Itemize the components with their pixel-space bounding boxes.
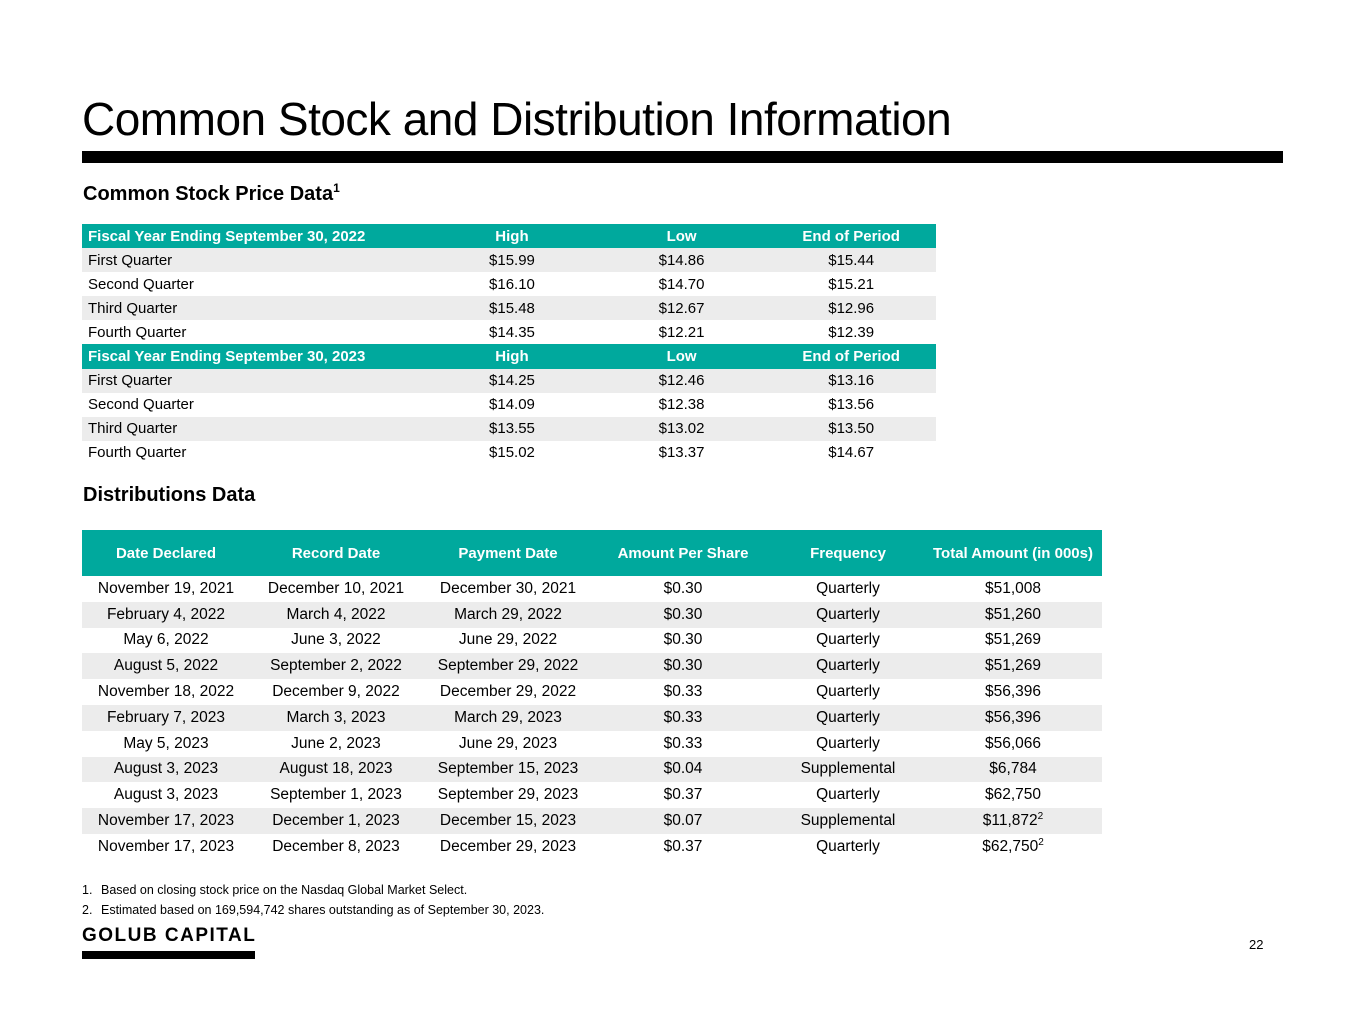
date-declared-cell: August 3, 2023	[113, 786, 219, 804]
price-row-high: $15.99	[427, 248, 597, 272]
price-group-header-label: Fiscal Year Ending September 30, 2022	[82, 224, 427, 248]
payment-date-cell: March 29, 2023	[422, 705, 594, 731]
price-row-high: $14.35	[489, 323, 535, 341]
footnote-text: Estimated based on 169,594,742 shares outstanding as of September 30, 2023.	[101, 903, 545, 917]
frequency-cell: Supplemental	[772, 757, 924, 783]
total-amount-footnote: 2	[1038, 836, 1044, 848]
total-amount-value: $6,784	[989, 760, 1037, 778]
record-date-cell: December 8, 2023	[272, 837, 400, 855]
amount-per-share-cell: $0.04	[594, 757, 772, 783]
distribution-row	[82, 757, 1102, 783]
amount-per-share-cell: $0.33	[594, 705, 772, 731]
price-row-low: $12.38	[658, 396, 705, 414]
date-declared-cell: November 18, 2022	[97, 683, 235, 701]
frequency-cell: Quarterly	[816, 786, 880, 804]
distribution-row	[82, 808, 1102, 834]
stock-price-heading-text: Common Stock Price Data	[83, 183, 334, 205]
total-amount-value: $56,396	[984, 683, 1042, 701]
price-row-high: $15.02	[489, 444, 535, 462]
distribution-row	[82, 602, 1102, 628]
column-header-date-declared: Date Declared	[82, 530, 250, 576]
payment-date-cell: June 29, 2022	[458, 631, 558, 649]
frequency-cell: Quarterly	[772, 602, 924, 628]
price-row	[82, 393, 936, 417]
total-amount-cell	[924, 653, 1102, 679]
payment-date-cell: September 29, 2023	[437, 786, 579, 804]
total-amount-value: $56,066	[984, 734, 1042, 752]
frequency-cell: Quarterly	[816, 631, 880, 649]
price-row	[82, 296, 936, 320]
price-row-low: $14.70	[658, 275, 705, 293]
record-date-cell: March 4, 2022	[250, 602, 422, 628]
price-group-header	[82, 344, 936, 368]
total-amount-value: $51,008	[984, 579, 1042, 597]
price-row-label: Third Quarter	[82, 417, 427, 441]
price-row	[82, 369, 936, 393]
payment-date-cell: September 15, 2023	[422, 757, 594, 783]
column-header-payment-date: Payment Date	[422, 530, 594, 576]
distributions-header-row	[82, 530, 1102, 576]
logo-underline	[82, 951, 255, 959]
column-header-low: Low	[597, 224, 767, 248]
total-amount-footnote: 2	[1037, 811, 1044, 823]
footnote	[82, 880, 544, 900]
payment-date-cell: December 15, 2023	[422, 808, 594, 834]
total-amount-value: $51,260	[984, 605, 1042, 623]
price-row	[82, 320, 936, 344]
price-row-high: $16.10	[489, 275, 535, 293]
record-date-cell: June 3, 2022	[291, 631, 381, 649]
total-amount-cell	[924, 705, 1102, 731]
stock-price-heading	[83, 181, 340, 207]
price-row-high: $14.25	[427, 369, 597, 393]
total-amount-value: $56,396	[984, 708, 1042, 726]
distribution-row	[82, 628, 1102, 654]
column-header-end-of-period: End of Period	[766, 344, 936, 368]
total-amount-value: $11,872	[982, 812, 1038, 830]
stock-price-heading-footnote: 1	[333, 181, 340, 195]
price-row-end: $13.56	[828, 396, 875, 414]
total-amount-value: $51,269	[984, 631, 1042, 649]
price-row-label: Fourth Quarter	[88, 323, 187, 341]
frequency-cell: Quarterly	[772, 653, 924, 679]
frequency-cell: Quarterly	[816, 579, 880, 597]
price-row	[82, 417, 936, 441]
distribution-row	[82, 782, 1102, 808]
total-amount-value: $62,750	[984, 786, 1042, 804]
column-header-amount-per-share: Amount Per Share	[594, 530, 772, 576]
total-amount-cell	[924, 602, 1102, 628]
amount-per-share-cell: $0.07	[594, 808, 772, 834]
price-row-end: $13.50	[766, 417, 936, 441]
frequency-cell: Quarterly	[772, 705, 924, 731]
stock-price-table	[82, 224, 936, 465]
frequency-cell: Quarterly	[816, 683, 880, 701]
column-header-total-amount: Total Amount (in 000s)	[924, 530, 1102, 576]
price-row	[82, 441, 936, 465]
distributions-table	[82, 530, 1102, 860]
column-header-frequency: Frequency	[772, 530, 924, 576]
total-amount-cell	[924, 731, 1102, 757]
total-amount-cell	[924, 679, 1102, 705]
price-row	[82, 272, 936, 296]
price-row-end: $12.39	[828, 323, 875, 341]
payment-date-cell: December 29, 2022	[439, 683, 577, 701]
amount-per-share-cell: $0.37	[663, 837, 703, 855]
frequency-cell: Quarterly	[816, 837, 880, 855]
column-header-high: High	[427, 344, 597, 368]
company-logo: GOLUB CAPITAL	[82, 925, 257, 946]
price-row-low: $13.37	[658, 444, 705, 462]
price-group-header	[82, 224, 936, 248]
record-date-cell: June 2, 2023	[291, 734, 381, 752]
total-amount-cell	[924, 628, 1102, 654]
frequency-cell: Quarterly	[816, 734, 880, 752]
amount-per-share-cell: $0.37	[663, 786, 703, 804]
price-row-label: First Quarter	[82, 248, 427, 272]
frequency-cell: Supplemental	[772, 808, 924, 834]
column-header-high: High	[427, 224, 597, 248]
price-group-header-label: Fiscal Year Ending September 30, 2023	[82, 344, 427, 368]
amount-per-share-cell: $0.30	[594, 653, 772, 679]
payment-date-cell: September 29, 2022	[422, 653, 594, 679]
record-date-cell: December 1, 2023	[250, 808, 422, 834]
price-row-low: $13.02	[597, 417, 767, 441]
date-declared-cell: November 19, 2021	[97, 579, 235, 597]
date-declared-cell: August 5, 2022	[82, 653, 250, 679]
footnote-number: 2.	[82, 903, 93, 917]
column-header-record-date: Record Date	[250, 530, 422, 576]
price-row-end: $13.16	[766, 369, 936, 393]
price-row-end: $15.21	[828, 275, 875, 293]
total-amount-value: $51,269	[984, 657, 1042, 675]
amount-per-share-cell: $0.33	[663, 683, 703, 701]
total-amount-cell	[924, 808, 1102, 834]
price-row-label: Fourth Quarter	[88, 444, 187, 462]
price-row-low: $12.67	[597, 296, 767, 320]
payment-date-cell: December 30, 2021	[439, 579, 577, 597]
price-row-low: $14.86	[597, 248, 767, 272]
record-date-cell: December 9, 2022	[272, 683, 400, 701]
price-row-label: Second Quarter	[88, 275, 194, 293]
column-header-end-of-period: End of Period	[766, 224, 936, 248]
amount-per-share-cell: $0.33	[663, 734, 703, 752]
date-declared-cell: May 6, 2022	[123, 631, 209, 649]
footnotes	[82, 880, 544, 920]
page-number: 22	[1249, 937, 1264, 952]
amount-per-share-cell: $0.30	[663, 631, 703, 649]
footnote-text: Based on closing stock price on the Nasdaq Global Market Select.	[101, 883, 468, 897]
date-declared-cell: May 5, 2023	[123, 734, 209, 752]
total-amount-cell	[924, 576, 1102, 602]
payment-date-cell: March 29, 2022	[422, 602, 594, 628]
price-row-label: Second Quarter	[88, 396, 194, 414]
price-row-high: $13.55	[427, 417, 597, 441]
title-divider	[82, 151, 1283, 163]
distribution-row	[82, 653, 1102, 679]
distribution-row	[82, 834, 1102, 860]
total-amount-cell	[924, 757, 1102, 783]
total-amount-value: $62,750	[982, 837, 1039, 855]
price-row-end: $12.96	[766, 296, 936, 320]
price-row-end: $15.44	[766, 248, 936, 272]
date-declared-cell: November 17, 2023	[82, 808, 250, 834]
record-date-cell: March 3, 2023	[250, 705, 422, 731]
payment-date-cell: December 29, 2023	[439, 837, 577, 855]
total-amount-cell	[924, 782, 1102, 808]
record-date-cell: August 18, 2023	[250, 757, 422, 783]
price-row-label: First Quarter	[82, 369, 427, 393]
distributions-heading: Distributions Data	[83, 484, 256, 506]
record-date-cell: September 1, 2023	[270, 786, 402, 804]
amount-per-share-cell: $0.30	[594, 602, 772, 628]
payment-date-cell: June 29, 2023	[458, 734, 558, 752]
price-row-label: Third Quarter	[82, 296, 427, 320]
column-header-low: Low	[597, 344, 767, 368]
distribution-row	[82, 705, 1102, 731]
record-date-cell: December 10, 2021	[267, 579, 405, 597]
distribution-row	[82, 576, 1102, 602]
record-date-cell: September 2, 2022	[250, 653, 422, 679]
date-declared-cell: February 4, 2022	[82, 602, 250, 628]
amount-per-share-cell: $0.30	[663, 579, 703, 597]
page-title: Common Stock and Distribution Information	[82, 93, 952, 145]
date-declared-cell: February 7, 2023	[82, 705, 250, 731]
footnote	[82, 900, 544, 920]
date-declared-cell: November 17, 2023	[97, 837, 235, 855]
price-row-low: $12.21	[658, 323, 705, 341]
distribution-row	[82, 679, 1102, 705]
distribution-row	[82, 731, 1102, 757]
price-row-high: $15.48	[427, 296, 597, 320]
footnote-number: 1.	[82, 883, 93, 897]
price-row-end: $14.67	[828, 444, 875, 462]
price-row	[82, 248, 936, 272]
total-amount-cell	[924, 834, 1102, 860]
price-row-low: $12.46	[597, 369, 767, 393]
date-declared-cell: August 3, 2023	[82, 757, 250, 783]
price-row-high: $14.09	[489, 396, 535, 414]
